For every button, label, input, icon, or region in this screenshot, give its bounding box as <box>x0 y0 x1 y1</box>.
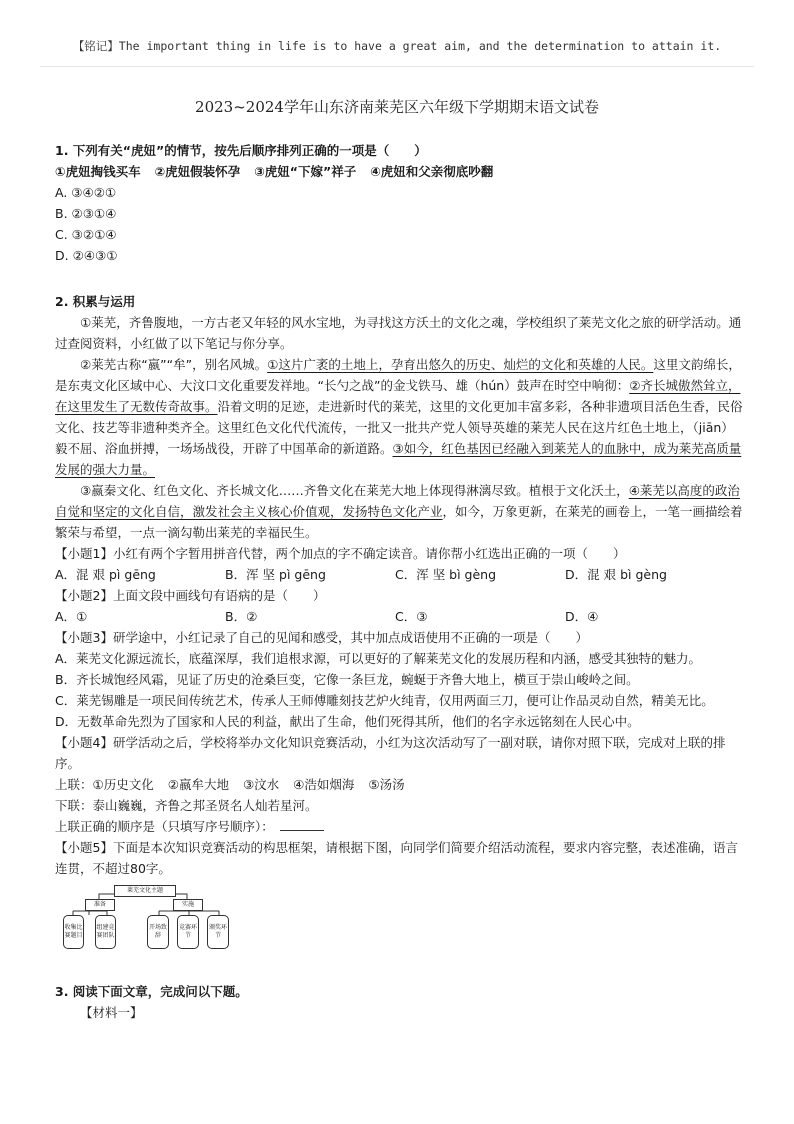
q1-item: ①虎妞掏钱买车 <box>55 164 141 179</box>
diagram-root: 莱芜文化主题 <box>114 885 176 897</box>
page-motto: 【铭记】The important thing in life is to have a great aim, and the determination to attain it. <box>72 39 722 53</box>
underlined-sentence-2: ②齐长城傲然耸立，在这里发生了无数传奇故事。 <box>55 378 741 414</box>
diagram-prep: 准备 <box>85 899 115 911</box>
diagram-impl: 实施 <box>173 899 203 911</box>
q2-paragraph-2 <box>55 354 745 480</box>
upper-item: ②嬴牟大地 <box>167 777 229 792</box>
diagram-prep-child-1: 收集比赛题目 <box>63 915 84 949</box>
sub2-option-c[interactable]: C．③ <box>395 609 428 624</box>
sub2-options <box>55 606 745 627</box>
upper-item: ④浩如烟海 <box>293 777 355 792</box>
q2-paragraph-1: ①莱芜，齐鲁腹地，一方古老又年轻的风水宝地，为寻找这方沃土的文化之魂，学校组织了莱芜文化之旅的研学活动。通过查阅资料，小红做了以下笔记与你分享。 <box>55 315 742 351</box>
q1-option-d[interactable]: D. ②④③① <box>55 248 118 263</box>
q2-paragraph-3 <box>55 480 745 543</box>
sub2-option-b[interactable]: B．② <box>225 609 258 624</box>
sub3-option-b[interactable]: B．齐长城饱经风霜，见证了历史的沧桑巨变，它像一条巨龙，蜿蜒于齐鲁大地上，横亘于崇山峻岭之间。 <box>55 672 639 687</box>
answer-blank[interactable] <box>280 818 324 831</box>
para2-text: 这里文韵绵长，是东夷文化区域中心、大汶口文化重要发祥地。“长勺之战”的金戈铁马、雄（hún）鼓声在时空中响彻： <box>55 357 741 393</box>
q3-material-label: 【材料一】 <box>80 1005 143 1020</box>
sub3-option-c[interactable]: C．莱芜锡雕是一项民间传统艺术，传承人王师傅雕刻技艺炉火纯青，仅用两面三刀，便可让作品灵动自然，精美无比。 <box>55 693 714 708</box>
q1-item: ②虎妞假装怀孕 <box>154 164 241 179</box>
para3-text: ③嬴秦文化、红色文化、齐长城文化……齐鲁文化在莱芜大地上体现得淋漓尽致。植根于文化沃土， <box>80 483 629 498</box>
para2-text: ②莱芜古称“嬴”“牟”，别名风城。 <box>80 357 268 372</box>
sub4-lower: 下联：泰山巍巍，齐鲁之邦圣贤名人灿若星河。 <box>55 798 318 813</box>
sub4-upper <box>55 774 745 795</box>
para2-text: 沿着文明的足迹，走进新时代的莱芜，这里的文化更加丰富多彩，各种非遗项目活色生香，民俗文化、技艺等非遗种类齐全。这里红色文化代代流传，一批又一批共产党人领导英雄的莱芜人民在这片红色土地上，（jiān）毅不屈、浴血拼搏，一场场战役，开辟了中国革命的新道路。 <box>55 399 743 456</box>
sub1-stem: 【小题1】小红有两个字暂用拼音代替，两个加点的字不确定读音。请你帮小红选出正确的一项（ ） <box>55 546 626 561</box>
sub2-option-d[interactable]: D．④ <box>565 609 599 624</box>
answer-prompt: 上联正确的顺序是（只填写序号顺序）： <box>55 819 274 834</box>
page-title: 2023~2024学年山东济南莱芜区六年级下学期期末语文试卷 <box>195 98 599 116</box>
sub3-stem: 【小题3】研学途中，小红记录了自己的见闻和感受，其中加点成语使用不正确的一项是（ ） <box>55 630 588 645</box>
q1-option-c[interactable]: C. ③②①④ <box>55 227 117 242</box>
sub3-option-a[interactable]: A．莱芜文化源远流长，底蕴深厚，我们追根求源，可以更好的了解莱芜文化的发展历程和内涵，感受其独特的魅力。 <box>55 651 702 666</box>
q1-option-b[interactable]: B. ②③①④ <box>55 206 117 221</box>
upper-item: ①历史文化 <box>92 777 154 792</box>
para3-text: ，如今，万象更新，在莱芜的画卷上，一笔一画描绘着繁荣与希望，一点一滴勾勒出莱芜的幸福民生。 <box>55 504 743 540</box>
header-divider <box>40 66 754 67</box>
sub5-stem: 【小题5】下面是本次知识竞赛活动的构思框架，请根据下图，向同学们简要介绍活动流程，要求内容完整，表述准确，语言连贯，不超过80字。 <box>55 840 738 876</box>
q1-stem: 1. 下列有关“虎妞”的情节，按先后顺序排列正确的一项是（ ） <box>55 143 427 158</box>
underlined-sentence-1: ①这片广袤的土地上，孕育出悠久的历史、灿烂的文化和英雄的人民。 <box>267 357 654 372</box>
q1-option-a[interactable]: A. ③④②① <box>55 185 117 200</box>
sub1-option-c[interactable]: C．浑 坚 bì gèng <box>395 567 497 582</box>
sub4-answer-line <box>55 816 745 837</box>
upper-item: ③汶水 <box>242 777 280 792</box>
q2-heading: 2. 积累与运用 <box>55 294 136 309</box>
sub4-stem: 【小题4】研学活动之后，学校将举办文化知识竞赛活动，小红为这次活动写了一副对联，请你对照下联，完成对上联的排序。 <box>55 735 726 771</box>
q1-item: ④虎妞和父亲彻底吵翻 <box>370 164 494 179</box>
sub1-option-a[interactable]: A．混 艰 pì gēng <box>55 567 156 582</box>
q1-items <box>55 161 745 182</box>
sub2-stem: 【小题2】上面文段中画线句有语病的是（ ） <box>55 588 326 603</box>
activity-framework-diagram <box>59 883 239 953</box>
q1-item: ③虎妞“下嫁”祥子 <box>254 164 357 179</box>
sub1-option-d[interactable]: D．混 艰 bì gèng <box>565 567 667 582</box>
diagram-prep-child-2: 组建竞赛团队 <box>95 915 116 949</box>
underlined-sentence-3: ③如今，红色基因已经融入到莱芜人的血脉中，成为莱芜高质量发展的强大力量。 <box>55 441 742 477</box>
q3-stem: 3. 阅读下面文章，完成问以下题。 <box>55 984 248 999</box>
exam-content <box>55 140 745 1023</box>
sub3-option-d[interactable]: D．无数革命先烈为了国家和人民的利益，献出了生命，他们死得其所，他们的名字永远铭刻在人民心中。 <box>55 714 640 729</box>
upper-label: 上联： <box>55 777 93 792</box>
diagram-impl-child-2: 竞赛环节 <box>177 915 199 949</box>
diagram-impl-child-3: 颁奖环节 <box>207 915 229 949</box>
sub1-options <box>55 564 745 585</box>
sub2-option-a[interactable]: A．① <box>55 609 88 624</box>
upper-item: ⑤汤汤 <box>368 777 405 792</box>
sub1-option-b[interactable]: B．浑 坚 pì gēng <box>225 567 326 582</box>
underlined-sentence-4: ④莱芜以高度的政治自觉和坚定的文化自信，激发社会主义核心价值观，发扬特色文化产业 <box>55 483 740 519</box>
diagram-impl-child-1: 开场致辞 <box>147 915 169 949</box>
